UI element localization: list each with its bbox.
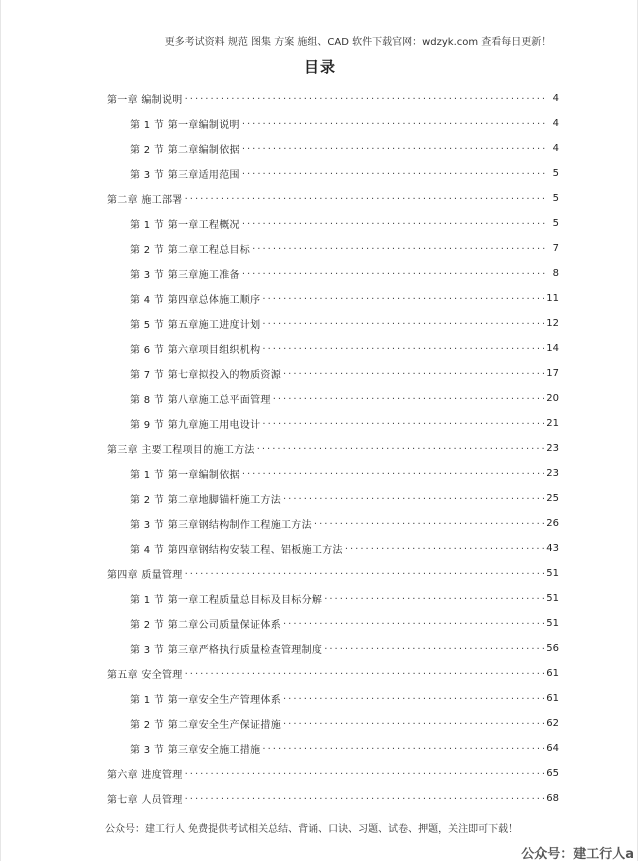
toc-dot-leader (257, 444, 545, 456)
toc-section-entry[interactable] (107, 736, 559, 761)
toc-entry-label: 第五章 安全管理 (107, 670, 183, 681)
toc-page-number: 51 (546, 593, 559, 604)
toc-dot-leader (283, 694, 544, 706)
toc-page-number: 62 (546, 718, 559, 729)
toc-section-entry[interactable] (107, 311, 559, 336)
toc-entry-label: 第 6 节 第六章项目组织机构 (130, 345, 261, 356)
toc-chapter-entry[interactable] (107, 761, 559, 786)
toc-dot-leader (262, 344, 544, 356)
page-title: 目录 (303, 58, 336, 76)
toc-entry-label: 第三章 主要工程项目的施工方法 (107, 445, 255, 456)
toc-page-number: 26 (546, 518, 559, 529)
toc-chapter-entry[interactable] (107, 661, 559, 686)
toc-dot-leader (283, 719, 544, 731)
toc-page-number: 51 (546, 568, 559, 579)
toc-dot-leader (262, 419, 544, 431)
toc-entry-label: 第 2 节 第二章公司质量保证体系 (130, 620, 281, 631)
toc-page-number: 68 (546, 793, 559, 804)
toc-entry-label: 第 5 节 第五章施工进度计划 (130, 320, 261, 331)
toc-section-entry[interactable] (107, 161, 559, 186)
toc-page-number: 64 (546, 743, 559, 754)
toc-page-number: 23 (546, 468, 559, 479)
toc-section-entry[interactable] (107, 536, 559, 561)
toc-entry-label: 第 4 节 第四章钢结构安装工程、铝板施工方法 (130, 545, 343, 556)
toc-section-entry[interactable] (107, 511, 559, 536)
toc-page-number: 43 (546, 543, 559, 554)
toc-dot-leader (185, 194, 547, 206)
toc-page-number: 21 (546, 418, 559, 429)
toc-page-number: 17 (546, 368, 559, 379)
toc-chapter-entry[interactable] (107, 436, 559, 461)
toc-section-entry[interactable] (107, 386, 559, 411)
toc-page-number: 8 (552, 268, 559, 279)
toc-dot-leader (273, 394, 545, 406)
toc-page-number: 61 (546, 668, 559, 679)
toc-section-entry[interactable] (107, 336, 559, 361)
watermark-text: 公众号：建工行人a (521, 847, 634, 862)
table-of-contents (107, 86, 559, 811)
toc-section-entry[interactable] (107, 111, 559, 136)
toc-entry-label: 第 4 节 第四章总体施工顺序 (130, 295, 261, 306)
toc-page-number: 25 (546, 493, 559, 504)
toc-entry-label: 第 7 节 第七章拟投入的物质资源 (130, 370, 281, 381)
toc-page-number: 7 (552, 243, 559, 254)
toc-dot-leader (185, 569, 545, 581)
toc-page-number: 4 (552, 93, 559, 104)
toc-entry-label: 第 3 节 第三章钢结构制作工程施工方法 (130, 520, 312, 531)
toc-section-entry[interactable] (107, 236, 559, 261)
toc-entry-label: 第 1 节 第一章编制依据 (130, 470, 240, 481)
toc-chapter-entry[interactable] (107, 186, 559, 211)
toc-dot-leader (262, 744, 544, 756)
toc-page-number: 51 (546, 618, 559, 629)
toc-chapter-entry[interactable] (107, 86, 559, 111)
toc-section-entry[interactable] (107, 486, 559, 511)
toc-entry-label: 第 2 节 第二章工程总目标 (130, 245, 251, 256)
toc-chapter-entry[interactable] (107, 786, 559, 811)
toc-section-entry[interactable] (107, 611, 559, 636)
toc-entry-label: 第一章 编制说明 (107, 95, 183, 106)
toc-entry-label: 第 3 节 第三章严格执行质量检查管理制度 (130, 645, 323, 656)
toc-dot-leader (185, 794, 545, 806)
toc-dot-leader (324, 594, 544, 606)
toc-page-number: 5 (552, 218, 559, 229)
toc-section-entry[interactable] (107, 211, 559, 236)
toc-entry-label: 第二章 施工部署 (107, 195, 183, 206)
toc-entry-label: 第 1 节 第一章工程概况 (130, 220, 240, 231)
toc-dot-leader (242, 119, 547, 131)
toc-page-number: 5 (552, 168, 559, 179)
toc-section-entry[interactable] (107, 686, 559, 711)
toc-page-number: 14 (546, 343, 559, 354)
toc-dot-leader (262, 294, 544, 306)
toc-section-entry[interactable] (107, 261, 559, 286)
toc-dot-leader (283, 369, 544, 381)
toc-page-number: 65 (546, 768, 559, 779)
toc-entry-label: 第四章 质量管理 (107, 570, 183, 581)
toc-dot-leader (345, 544, 544, 556)
toc-dot-leader (242, 169, 547, 181)
toc-dot-leader (262, 319, 544, 331)
toc-entry-label: 第七章 人员管理 (107, 795, 183, 806)
toc-entry-label: 第 2 节 第二章地脚锚杆施工方法 (130, 495, 281, 506)
toc-section-entry[interactable] (107, 286, 559, 311)
toc-dot-leader (242, 469, 544, 481)
toc-entry-label: 第 1 节 第一章编制说明 (130, 120, 240, 131)
toc-dot-leader (242, 144, 547, 156)
toc-dot-leader (314, 519, 544, 531)
toc-dot-leader (252, 244, 547, 256)
toc-page-number: 20 (546, 393, 559, 404)
toc-page-number: 4 (552, 118, 559, 129)
toc-page-number: 5 (552, 193, 559, 204)
toc-entry-label: 第 3 节 第三章适用范围 (130, 170, 240, 181)
toc-entry-label: 第 8 节 第八章施工总平面管理 (130, 395, 271, 406)
toc-section-entry[interactable] (107, 711, 559, 736)
toc-entry-label: 第 3 节 第三章施工准备 (130, 270, 240, 281)
toc-entry-label: 第 1 节 第一章工程质量总目标及目标分解 (130, 595, 323, 606)
toc-page-number: 61 (546, 693, 559, 704)
toc-section-entry[interactable] (107, 461, 559, 486)
toc-section-entry[interactable] (107, 136, 559, 161)
header-note: 更多考试资料 规范 图集 方案 施组、CAD 软件下载官网：wdzyk.com 查看每日更新！ (164, 37, 552, 48)
toc-entry-label: 第 3 节 第三章安全施工措施 (130, 745, 261, 756)
toc-dot-leader (283, 494, 544, 506)
toc-entry-label: 第 2 节 第二章安全生产保证措施 (130, 720, 281, 731)
toc-page-number: 4 (552, 143, 559, 154)
toc-section-entry[interactable] (107, 636, 559, 661)
toc-dot-leader (242, 269, 547, 281)
toc-section-entry[interactable] (107, 361, 559, 386)
toc-dot-leader (242, 219, 547, 231)
toc-page-number: 23 (546, 443, 559, 454)
toc-dot-leader (185, 94, 547, 106)
toc-dot-leader (185, 769, 545, 781)
toc-section-entry[interactable] (107, 586, 559, 611)
toc-page-number: 56 (546, 643, 559, 654)
toc-chapter-entry[interactable] (107, 561, 559, 586)
toc-entry-label: 第 9 节 第九章施工用电设计 (130, 420, 261, 431)
toc-entry-label: 第 1 节 第一章安全生产管理体系 (130, 695, 281, 706)
footer-note: 公众号：建工行人 免费提供考试相关总结、背诵、口诀、习题、试卷、押题，关注即可下载！ (105, 824, 519, 835)
toc-entry-label: 第六章 进度管理 (107, 770, 183, 781)
toc-dot-leader (185, 669, 545, 681)
toc-dot-leader (283, 619, 544, 631)
toc-dot-leader (324, 644, 544, 656)
toc-page-number: 12 (546, 318, 559, 329)
toc-entry-label: 第 2 节 第二章编制依据 (130, 145, 240, 156)
toc-section-entry[interactable] (107, 411, 559, 436)
toc-page-number: 11 (546, 293, 559, 304)
